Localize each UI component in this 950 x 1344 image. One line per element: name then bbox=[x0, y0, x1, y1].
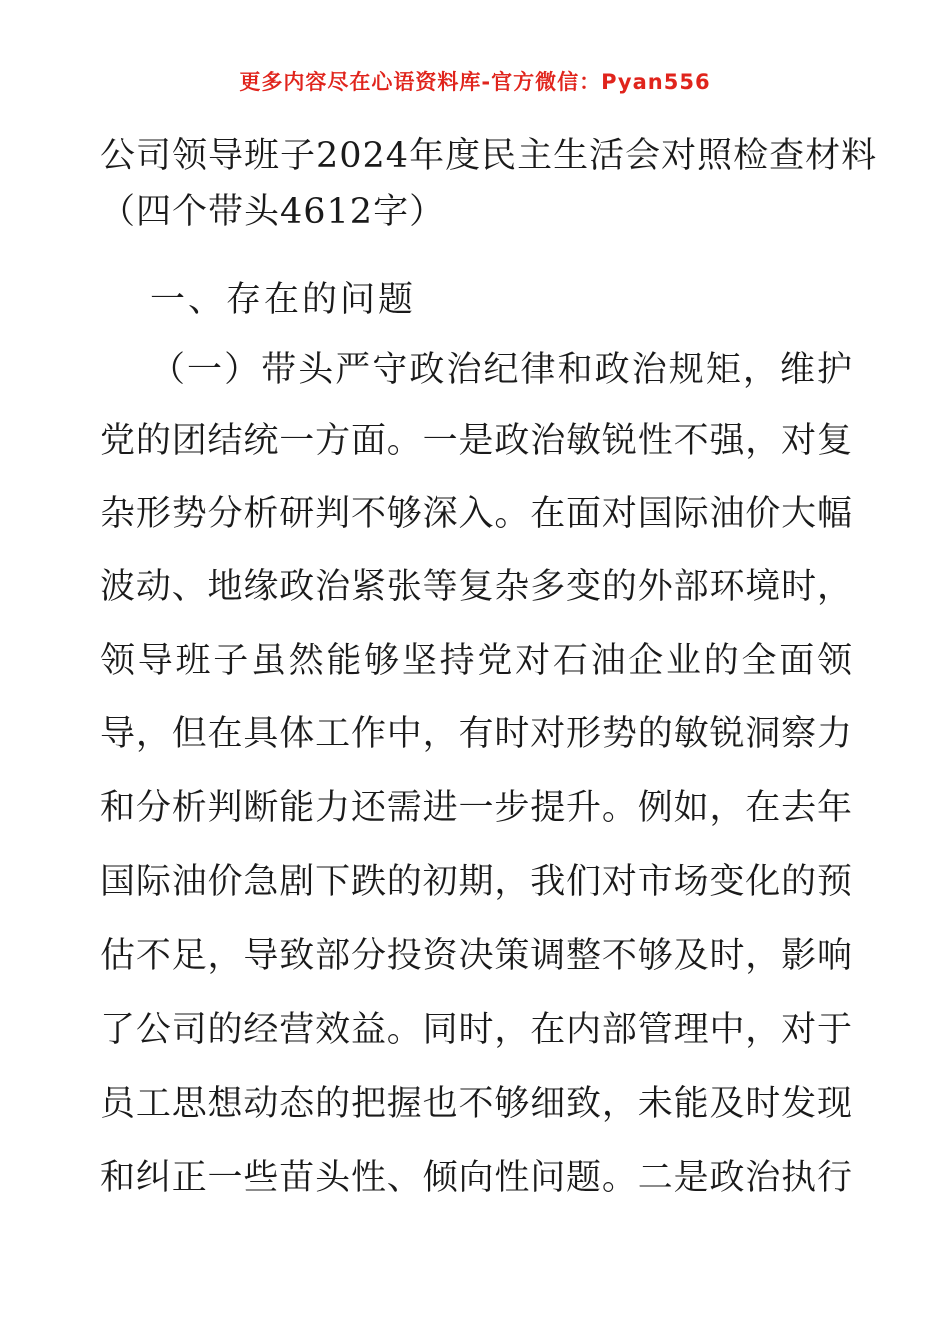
paragraph-line: 党的团结统一方面。一是政治敏锐性不强，对复 bbox=[100, 421, 852, 461]
paragraph-line: 估不足，导致部分投资决策调整不够及时，影响 bbox=[100, 936, 852, 976]
paragraph-line: 导，但在具体工作中，有时对形势的敏锐洞察力 bbox=[100, 714, 852, 754]
paragraph-line: 领导班子虽然能够坚持党对石油企业的全面领 bbox=[100, 641, 852, 681]
section-heading: 一、存在的问题 bbox=[150, 280, 417, 320]
paragraph-line: 和纠正一些苗头性、倾向性问题。二是政治执行 bbox=[100, 1158, 852, 1198]
paragraph-line: 员工思想动态的把握也不够细致，未能及时发现 bbox=[100, 1084, 852, 1124]
paragraph-line: 杂形势分析研判不够深入。在面对国际油价大幅 bbox=[100, 494, 852, 534]
paragraph-line: 了公司的经营效益。同时，在内部管理中，对于 bbox=[100, 1010, 852, 1050]
paragraph-line: （一）带头严守政治纪律和政治规矩，维护 bbox=[150, 350, 852, 390]
document-subtitle: （四个带头4612字） bbox=[100, 192, 446, 232]
watermark-banner: 更多内容尽在心语资料库-官方微信：Pyan556 bbox=[239, 70, 711, 94]
paragraph-line: 国际油价急剧下跌的初期，我们对市场变化的预 bbox=[100, 862, 852, 902]
paragraph-line: 波动、地缘政治紧张等复杂多变的外部环境时， bbox=[100, 567, 852, 607]
paragraph-line: 和分析判断能力还需进一步提升。例如，在去年 bbox=[100, 788, 852, 828]
document-title: 公司领导班子2024年度民主生活会对照检查材料 bbox=[100, 136, 878, 176]
